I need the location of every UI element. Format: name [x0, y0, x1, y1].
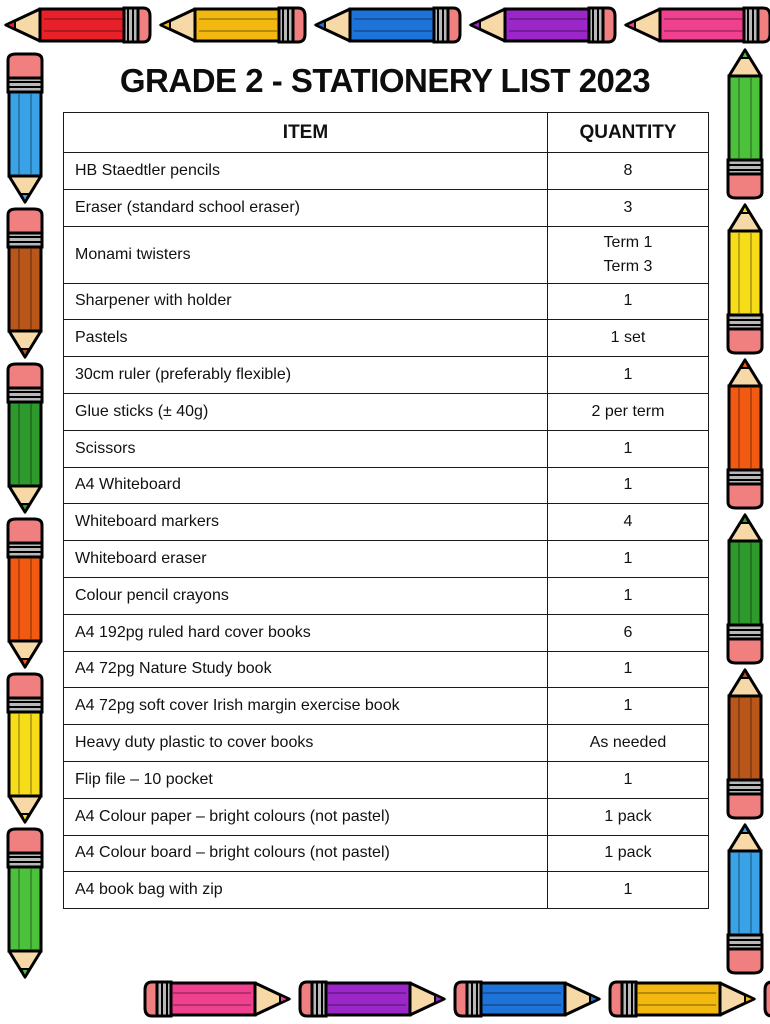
table-row — [64, 614, 709, 651]
pencil-icon — [8, 829, 42, 977]
pencil-icon — [8, 519, 42, 667]
quantity-line: Term 3 — [603, 257, 653, 275]
right-pencil-column — [728, 50, 762, 973]
item-cell: 30cm ruler (preferably flexible) — [64, 357, 548, 394]
item-cell: Colour pencil crayons — [64, 577, 548, 614]
quantity-cell: 1 — [548, 577, 709, 614]
item-cell: A4 book bag with zip — [64, 872, 548, 909]
item-cell: A4 72pg Nature Study book — [64, 651, 548, 688]
table-row — [64, 577, 709, 614]
quantity-cell — [548, 226, 709, 283]
table-row — [64, 283, 709, 320]
quantity-cell: 3 — [548, 189, 709, 226]
item-cell: A4 Colour paper – bright colours (not pastel) — [64, 798, 548, 835]
page-title: GRADE 2 - STATIONERY LIST 2023 — [119, 62, 651, 99]
item-cell: Monami twisters — [64, 226, 548, 283]
table-row — [64, 725, 709, 762]
pencil-icon — [728, 825, 762, 973]
table-row — [64, 430, 709, 467]
pencil-icon — [626, 8, 770, 42]
quantity-cell: 1 pack — [548, 835, 709, 872]
item-cell: Eraser (standard school eraser) — [64, 189, 548, 226]
quantity-cell: 4 — [548, 504, 709, 541]
item-cell: A4 Whiteboard — [64, 467, 548, 504]
item-cell: A4 72pg soft cover Irish margin exercise book — [64, 688, 548, 725]
quantity-cell: 1 set — [548, 320, 709, 357]
stationery-table — [63, 112, 709, 909]
table-header-row — [64, 113, 709, 153]
pencil-icon — [728, 515, 762, 663]
quantity-cell: 1 — [548, 467, 709, 504]
bottom-pencil-row — [145, 982, 770, 1016]
pencil-icon — [161, 8, 305, 42]
table-row — [64, 153, 709, 190]
table-row — [64, 226, 709, 283]
quantity-cell: 1 — [548, 651, 709, 688]
pencil-icon — [728, 205, 762, 353]
pencil-icon — [765, 982, 770, 1016]
pencil-icon — [8, 674, 42, 822]
table-row — [64, 467, 709, 504]
pencil-icon — [728, 360, 762, 508]
quantity-cell: 1 — [548, 430, 709, 467]
item-cell: Heavy duty plastic to cover books — [64, 725, 548, 762]
table-row — [64, 835, 709, 872]
quantity-cell: 1 — [548, 872, 709, 909]
pencil-icon — [610, 982, 754, 1016]
item-cell: Whiteboard markers — [64, 504, 548, 541]
pencil-icon — [300, 982, 444, 1016]
item-cell: Scissors — [64, 430, 548, 467]
table-row — [64, 872, 709, 909]
quantity-cell: 2 per term — [548, 393, 709, 430]
pencil-icon — [145, 982, 289, 1016]
table-row — [64, 357, 709, 394]
item-cell: Pastels — [64, 320, 548, 357]
quantity-cell: 1 — [548, 761, 709, 798]
item-cell: A4 Colour board – bright colours (not pastel) — [64, 835, 548, 872]
pencil-icon — [471, 8, 615, 42]
quantity-cell: 8 — [548, 153, 709, 190]
quantity-cell: 6 — [548, 614, 709, 651]
quantity-cell: 1 — [548, 357, 709, 394]
quantity-column-header: QUANTITY — [548, 113, 709, 153]
pencil-icon — [8, 209, 42, 357]
quantity-cell: 1 — [548, 283, 709, 320]
item-cell: Whiteboard eraser — [64, 541, 548, 578]
item-cell: HB Staedtler pencils — [64, 153, 548, 190]
quantity-cell: As needed — [548, 725, 709, 762]
table-row — [64, 189, 709, 226]
quantity-cell: 1 pack — [548, 798, 709, 835]
item-cell: Flip file – 10 pocket — [64, 761, 548, 798]
top-pencil-row — [6, 8, 770, 42]
table-row — [64, 761, 709, 798]
table-row — [64, 651, 709, 688]
table-row — [64, 798, 709, 835]
item-cell: Glue sticks (± 40g) — [64, 393, 548, 430]
pencil-icon — [6, 8, 150, 42]
pencil-icon — [8, 364, 42, 512]
pencil-icon — [455, 982, 599, 1016]
item-cell: Sharpener with holder — [64, 283, 548, 320]
item-column-header: ITEM — [64, 113, 548, 153]
table-row — [64, 504, 709, 541]
quantity-cell: 1 — [548, 688, 709, 725]
quantity-line: Term 1 — [603, 233, 653, 251]
table-row — [64, 393, 709, 430]
pencil-icon — [316, 8, 460, 42]
left-pencil-column — [8, 54, 42, 977]
item-cell: A4 192pg ruled hard cover books — [64, 614, 548, 651]
table-row — [64, 541, 709, 578]
quantity-cell: 1 — [548, 541, 709, 578]
pencil-icon — [728, 670, 762, 818]
table-row — [64, 688, 709, 725]
table-row — [64, 320, 709, 357]
